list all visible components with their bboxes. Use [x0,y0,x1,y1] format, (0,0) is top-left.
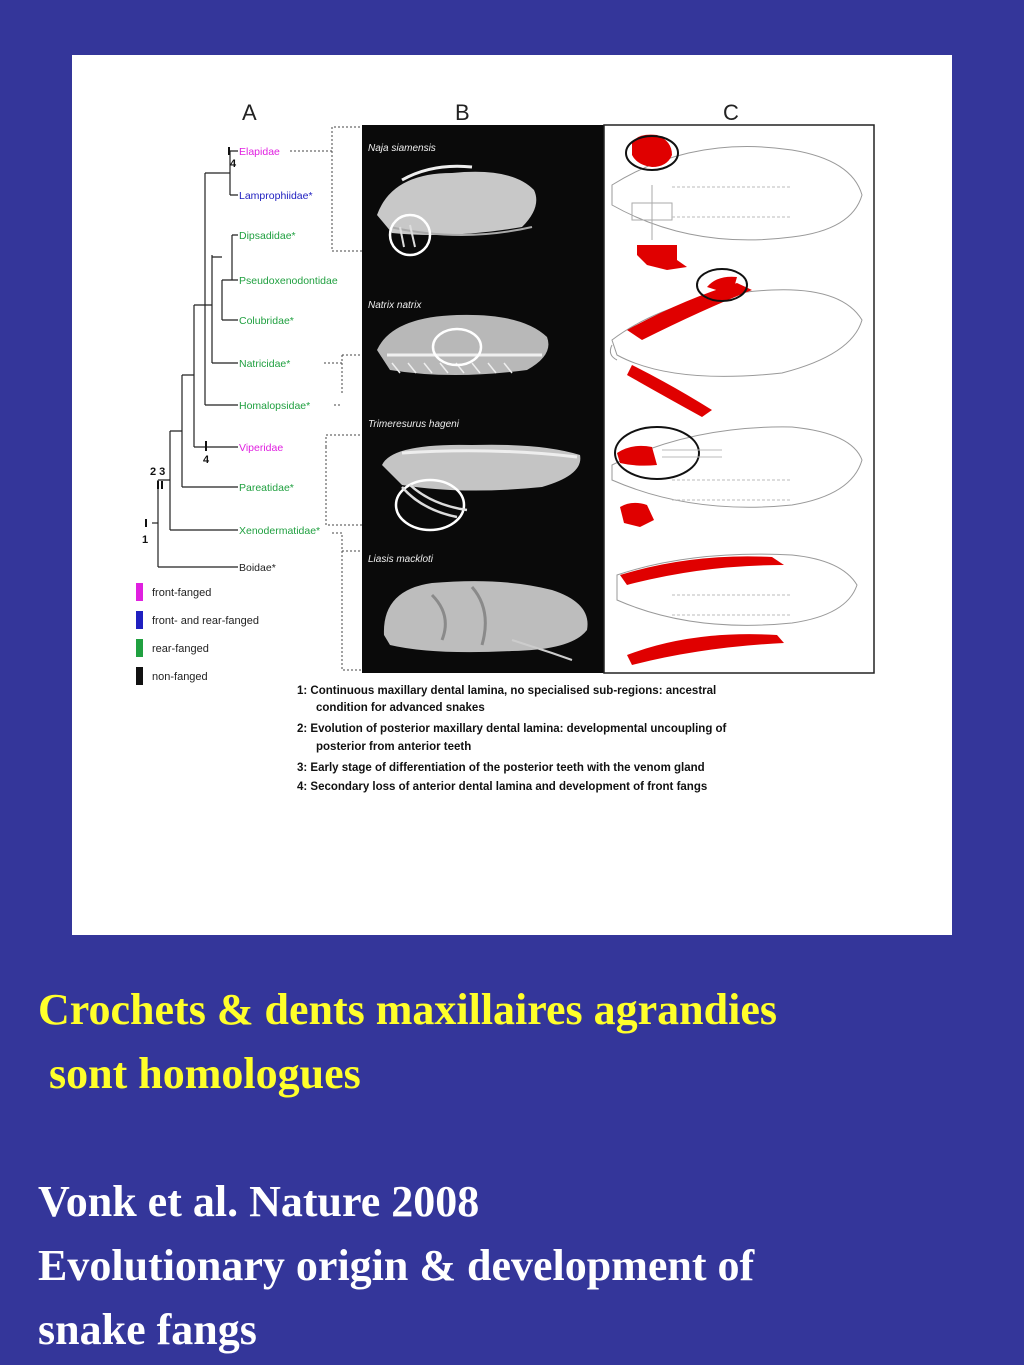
caption-line-2: condition for advanced snakes [316,702,485,714]
taxon-label: Viperidae [239,442,284,454]
taxon-label: Colubridae* [239,315,294,327]
spacer [38,1106,998,1170]
species-trimeresurus: Trimeresurus hageni [368,419,459,430]
figure-panel [72,55,952,935]
taxon-label: Lamprophiidae* [239,190,313,202]
taxon-labels [239,146,338,574]
figure-graphic [72,55,952,935]
species-naja: Naja siamensis [368,143,436,154]
caption-line-4: posterior from anterior teeth [316,741,472,753]
legend-swatch [136,667,143,685]
taxon-label: Elapidae [239,146,280,158]
reference-line-1: Vonk et al. Nature 2008 [38,1177,480,1226]
reference-line-2: Evolutionary origin & development of [38,1241,755,1290]
phylogeny-tree [152,151,238,567]
caption-line-5: 3: Early stage of differentiation of the posterior teeth with the venom gland [297,762,705,774]
legend-label: front-fanged [152,587,212,599]
schematic-panel [604,125,874,673]
node-label-root: 1 [142,534,149,546]
taxon-label: Homalopsidae* [239,400,311,412]
figure-caption [297,685,727,793]
caption-line-6: 4: Secondary loss of anterior dental lamina and development of front fangs [297,781,708,793]
caption-line-1: 1: Continuous maxillary dental lamina, no specialised sub-regions: ancestral [297,685,717,697]
reference-line-3: snake fangs [38,1305,257,1354]
dotted-connectors [290,127,362,670]
taxon-label: Natricidae* [239,358,291,370]
slide-text-block [38,978,998,1362]
taxon-label: Pseudoxenodontidae [239,275,338,287]
species-liasis: Liasis mackloti [368,554,434,565]
node-label-elapidae: 4 [230,158,237,170]
slide-title-line-1: Crochets & dents maxillaires agrandies [38,985,777,1034]
panel-letter-b: B [455,100,470,125]
taxon-label: Pareatidae* [239,482,294,494]
legend-label: front- and rear-fanged [152,615,260,627]
panel-letter-c: C [723,100,739,125]
panel-letter-a: A [242,100,257,125]
taxon-label: Xenodermatidae* [239,525,321,537]
legend-label: rear-fanged [152,643,209,655]
species-natrix: Natrix natrix [368,300,422,311]
legend-label: non-fanged [152,671,208,683]
node-label-viperidae: 4 [203,454,210,466]
legend-swatch [136,639,143,657]
color-legend [136,583,259,685]
taxon-label: Boidae* [239,562,276,574]
node-label-pareatidae: 2 3 [150,466,166,478]
caption-line-3: 2: Evolution of posterior maxillary dental lamina: developmental uncoupling of [297,723,727,735]
legend-swatch [136,583,143,601]
taxon-label: Dipsadidae* [239,230,296,242]
legend-swatch [136,611,143,629]
slide-title-line-2: sont homologues [38,1049,361,1098]
